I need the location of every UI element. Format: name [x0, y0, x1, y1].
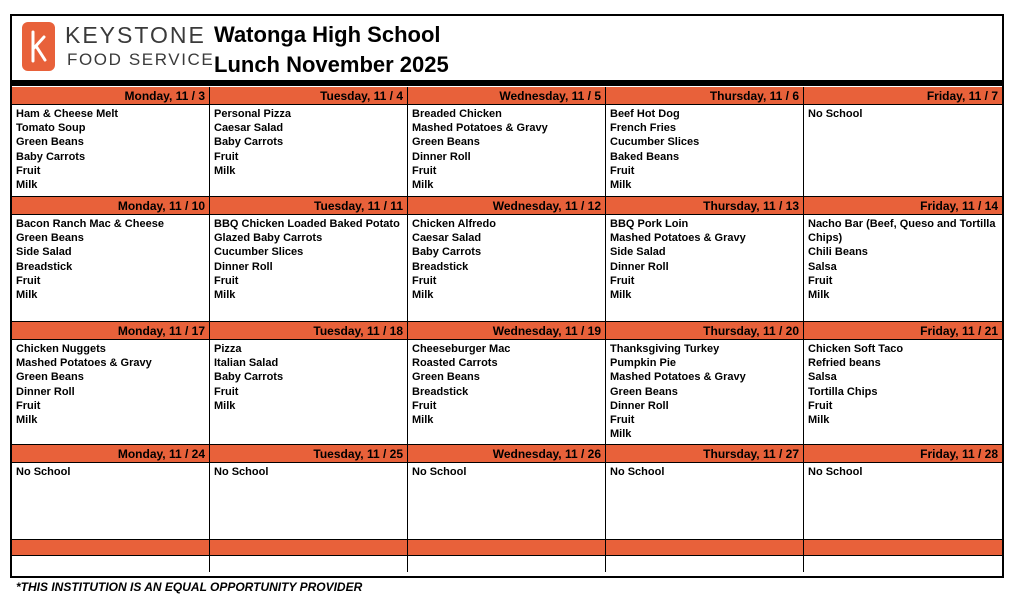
- menu-item: Italian Salad: [214, 357, 279, 370]
- day-cell: [12, 197, 210, 322]
- empty-header-bar: [606, 540, 804, 556]
- menu-item: Milk: [412, 289, 434, 302]
- menu-list: [408, 340, 605, 444]
- menu-item: Mashed Potatoes & Gravy: [412, 122, 548, 135]
- footnote: *THIS INSTITUTION IS AN EQUAL OPPORTUNITY PROVIDER: [16, 580, 363, 594]
- brand-name: KEYSTONE: [65, 22, 206, 48]
- header: [12, 16, 1002, 80]
- menu-item: Green Beans: [610, 385, 678, 398]
- menu-item: Side Salad: [610, 246, 666, 259]
- menu-item: Mashed Potatoes & Gravy: [610, 232, 746, 245]
- menu-item: Baby Carrots: [16, 150, 86, 163]
- menu-item: Milk: [412, 414, 434, 427]
- menu-list: [408, 463, 605, 539]
- menu-list: [408, 215, 605, 321]
- menu-item: Bacon Ranch Mac & Cheese: [16, 218, 164, 230]
- menu-item: Baby Carrots: [214, 136, 284, 149]
- menu-list: [804, 215, 1002, 321]
- day-header: Friday, 11 / 14: [804, 197, 1002, 215]
- menu-item: Pumpkin Pie: [610, 357, 677, 370]
- menu-item: Cucumber Slices: [214, 246, 304, 259]
- header-divider: [12, 80, 1002, 86]
- day-cell: [804, 87, 1002, 197]
- day-cell: [408, 445, 606, 540]
- menu-item: French Fries: [610, 122, 677, 135]
- menu-item: Breadstick: [412, 260, 469, 273]
- menu-list: [606, 463, 803, 539]
- empty-header-bar: [12, 540, 210, 556]
- menu-list: [804, 105, 1002, 196]
- menu-item: Breaded Chicken: [412, 108, 502, 120]
- menu-list: [804, 340, 1002, 444]
- menu-item: Baby Carrots: [214, 371, 284, 384]
- school-title: Watonga High School: [214, 22, 441, 47]
- menu-item: Chicken Alfredo: [412, 218, 496, 230]
- menu-item: Fruit: [412, 164, 437, 177]
- empty-cell: [408, 556, 606, 572]
- menu-list: [210, 463, 407, 539]
- menu-item: Breadstick: [412, 385, 469, 398]
- menu-item: Nacho Bar (Beef, Queso and Tortilla Chips): [808, 218, 996, 245]
- menu-item: Milk: [610, 289, 632, 302]
- menu-list: [210, 105, 407, 196]
- day-cell: [408, 322, 606, 445]
- menu-item: Mashed Potatoes & Gravy: [610, 371, 746, 384]
- empty-cell: [804, 556, 1002, 572]
- menu-item: No School: [808, 466, 863, 478]
- menu-item: Milk: [610, 428, 632, 441]
- menu-item: Fruit: [412, 399, 437, 412]
- menu-item: Green Beans: [412, 371, 480, 384]
- day-header: Wednesday, 11 / 12: [408, 197, 605, 215]
- menu-item: BBQ Chicken Loaded Baked Potato: [214, 218, 400, 230]
- menu-item: Glazed Baby Carrots: [214, 232, 323, 245]
- day-header: Friday, 11 / 7: [804, 87, 1002, 105]
- menu-item: Milk: [610, 179, 632, 192]
- day-cell: [210, 197, 408, 322]
- day-cell: [606, 87, 804, 197]
- menu-item: Fruit: [16, 164, 41, 177]
- menu-item: No School: [808, 108, 863, 120]
- menu-item: Green Beans: [412, 136, 480, 149]
- menu-item: Tortilla Chips: [808, 385, 878, 398]
- menu-item: Chicken Soft Taco: [808, 343, 904, 355]
- menu-item: Fruit: [610, 274, 635, 287]
- day-cell: [408, 87, 606, 197]
- menu-item: Salsa: [808, 260, 837, 273]
- menu-item: Green Beans: [16, 371, 84, 384]
- brand-subtitle: FOOD SERVICE: [67, 50, 215, 69]
- menu-list: [408, 105, 605, 196]
- menu-list: [12, 215, 209, 321]
- day-header: Friday, 11 / 21: [804, 322, 1002, 340]
- empty-header-bar: [804, 540, 1002, 556]
- menu-item: Dinner Roll: [16, 385, 75, 398]
- menu-item: No School: [610, 466, 665, 478]
- day-header: Wednesday, 11 / 19: [408, 322, 605, 340]
- menu-item: No School: [214, 466, 269, 478]
- menu-item: Breadstick: [16, 260, 73, 273]
- menu-item: BBQ Pork Loin: [610, 218, 689, 230]
- empty-header-bar: [210, 540, 408, 556]
- menu-item: Fruit: [214, 385, 239, 398]
- menu-item: Milk: [214, 164, 236, 177]
- day-cell: [804, 197, 1002, 322]
- day-header: Thursday, 11 / 6: [606, 87, 803, 105]
- menu-item: Personal Pizza: [214, 108, 292, 120]
- day-header: Tuesday, 11 / 18: [210, 322, 407, 340]
- menu-list: [210, 340, 407, 444]
- menu-item: Chili Beans: [808, 246, 868, 259]
- day-cell: [606, 197, 804, 322]
- menu-item: Green Beans: [16, 232, 84, 245]
- day-header: Friday, 11 / 28: [804, 445, 1002, 463]
- menu-item: Fruit: [808, 274, 833, 287]
- day-header: Tuesday, 11 / 25: [210, 445, 407, 463]
- menu-item: Fruit: [610, 164, 635, 177]
- menu-item: Milk: [16, 414, 38, 427]
- day-cell: [12, 87, 210, 197]
- menu-item: Green Beans: [16, 136, 84, 149]
- day-cell: [804, 445, 1002, 540]
- menu-item: Caesar Salad: [214, 122, 284, 135]
- keystone-logo-icon: [22, 22, 55, 71]
- menu-item: Pizza: [214, 343, 242, 355]
- menu-title: Lunch November 2025: [214, 52, 449, 77]
- day-cell: [210, 445, 408, 540]
- day-header: Monday, 11 / 24: [12, 445, 209, 463]
- menu-calendar: [10, 14, 1004, 578]
- menu-item: Baked Beans: [610, 150, 680, 163]
- menu-item: Ham & Cheese Melt: [16, 108, 119, 120]
- menu-list: [606, 340, 803, 444]
- menu-item: Fruit: [610, 414, 635, 427]
- menu-item: Baby Carrots: [412, 246, 482, 259]
- menu-item: Tomato Soup: [16, 122, 86, 135]
- day-header: Thursday, 11 / 13: [606, 197, 803, 215]
- menu-item: Milk: [16, 289, 38, 302]
- menu-item: Fruit: [16, 399, 41, 412]
- empty-cell: [12, 556, 210, 572]
- menu-item: Mashed Potatoes & Gravy: [16, 357, 152, 370]
- day-header: Thursday, 11 / 20: [606, 322, 803, 340]
- menu-item: Fruit: [214, 274, 239, 287]
- menu-list: [606, 215, 803, 321]
- menu-item: Milk: [16, 179, 38, 192]
- menu-item: Chicken Nuggets: [16, 343, 106, 355]
- menu-item: Beef Hot Dog: [610, 108, 680, 120]
- day-header: Monday, 11 / 10: [12, 197, 209, 215]
- menu-item: No School: [412, 466, 467, 478]
- day-cell: [210, 322, 408, 445]
- day-header: Wednesday, 11 / 5: [408, 87, 605, 105]
- menu-item: Side Salad: [16, 246, 72, 259]
- menu-list: [210, 215, 407, 321]
- menu-item: Refried beans: [808, 357, 881, 370]
- menu-item: Thanksgiving Turkey: [610, 343, 720, 355]
- menu-item: Dinner Roll: [412, 150, 471, 163]
- day-cell: [12, 445, 210, 540]
- day-header: Monday, 11 / 3: [12, 87, 209, 105]
- menu-list: [606, 105, 803, 196]
- menu-item: Fruit: [412, 274, 437, 287]
- menu-item: Milk: [214, 289, 236, 302]
- menu-item: Milk: [412, 179, 434, 192]
- menu-list: [804, 463, 1002, 539]
- menu-list: [12, 463, 209, 539]
- menu-item: Cheeseburger Mac: [412, 343, 511, 355]
- calendar-grid: [12, 87, 1002, 572]
- day-header: Tuesday, 11 / 11: [210, 197, 407, 215]
- day-cell: [606, 445, 804, 540]
- menu-item: No School: [16, 466, 71, 478]
- menu-item: Milk: [808, 289, 830, 302]
- menu-item: Fruit: [16, 274, 41, 287]
- day-cell: [804, 322, 1002, 445]
- menu-item: Salsa: [808, 371, 837, 384]
- day-cell: [408, 197, 606, 322]
- menu-list: [12, 340, 209, 444]
- menu-item: Roasted Carrots: [412, 357, 498, 370]
- empty-cell: [210, 556, 408, 572]
- day-header: Thursday, 11 / 27: [606, 445, 803, 463]
- day-cell: [12, 322, 210, 445]
- menu-list: [12, 105, 209, 196]
- menu-item: Dinner Roll: [610, 260, 669, 273]
- day-header: Monday, 11 / 17: [12, 322, 209, 340]
- day-cell: [210, 87, 408, 197]
- empty-header-bar: [408, 540, 606, 556]
- day-header: Wednesday, 11 / 26: [408, 445, 605, 463]
- menu-item: Dinner Roll: [610, 399, 669, 412]
- menu-item: Cucumber Slices: [610, 136, 700, 149]
- day-header: Tuesday, 11 / 4: [210, 87, 407, 105]
- menu-item: Milk: [808, 414, 830, 427]
- day-cell: [606, 322, 804, 445]
- menu-item: Caesar Salad: [412, 232, 482, 245]
- menu-item: Fruit: [808, 399, 833, 412]
- menu-item: Dinner Roll: [214, 260, 273, 273]
- menu-item: Fruit: [214, 150, 239, 163]
- menu-item: Milk: [214, 399, 236, 412]
- empty-cell: [606, 556, 804, 572]
